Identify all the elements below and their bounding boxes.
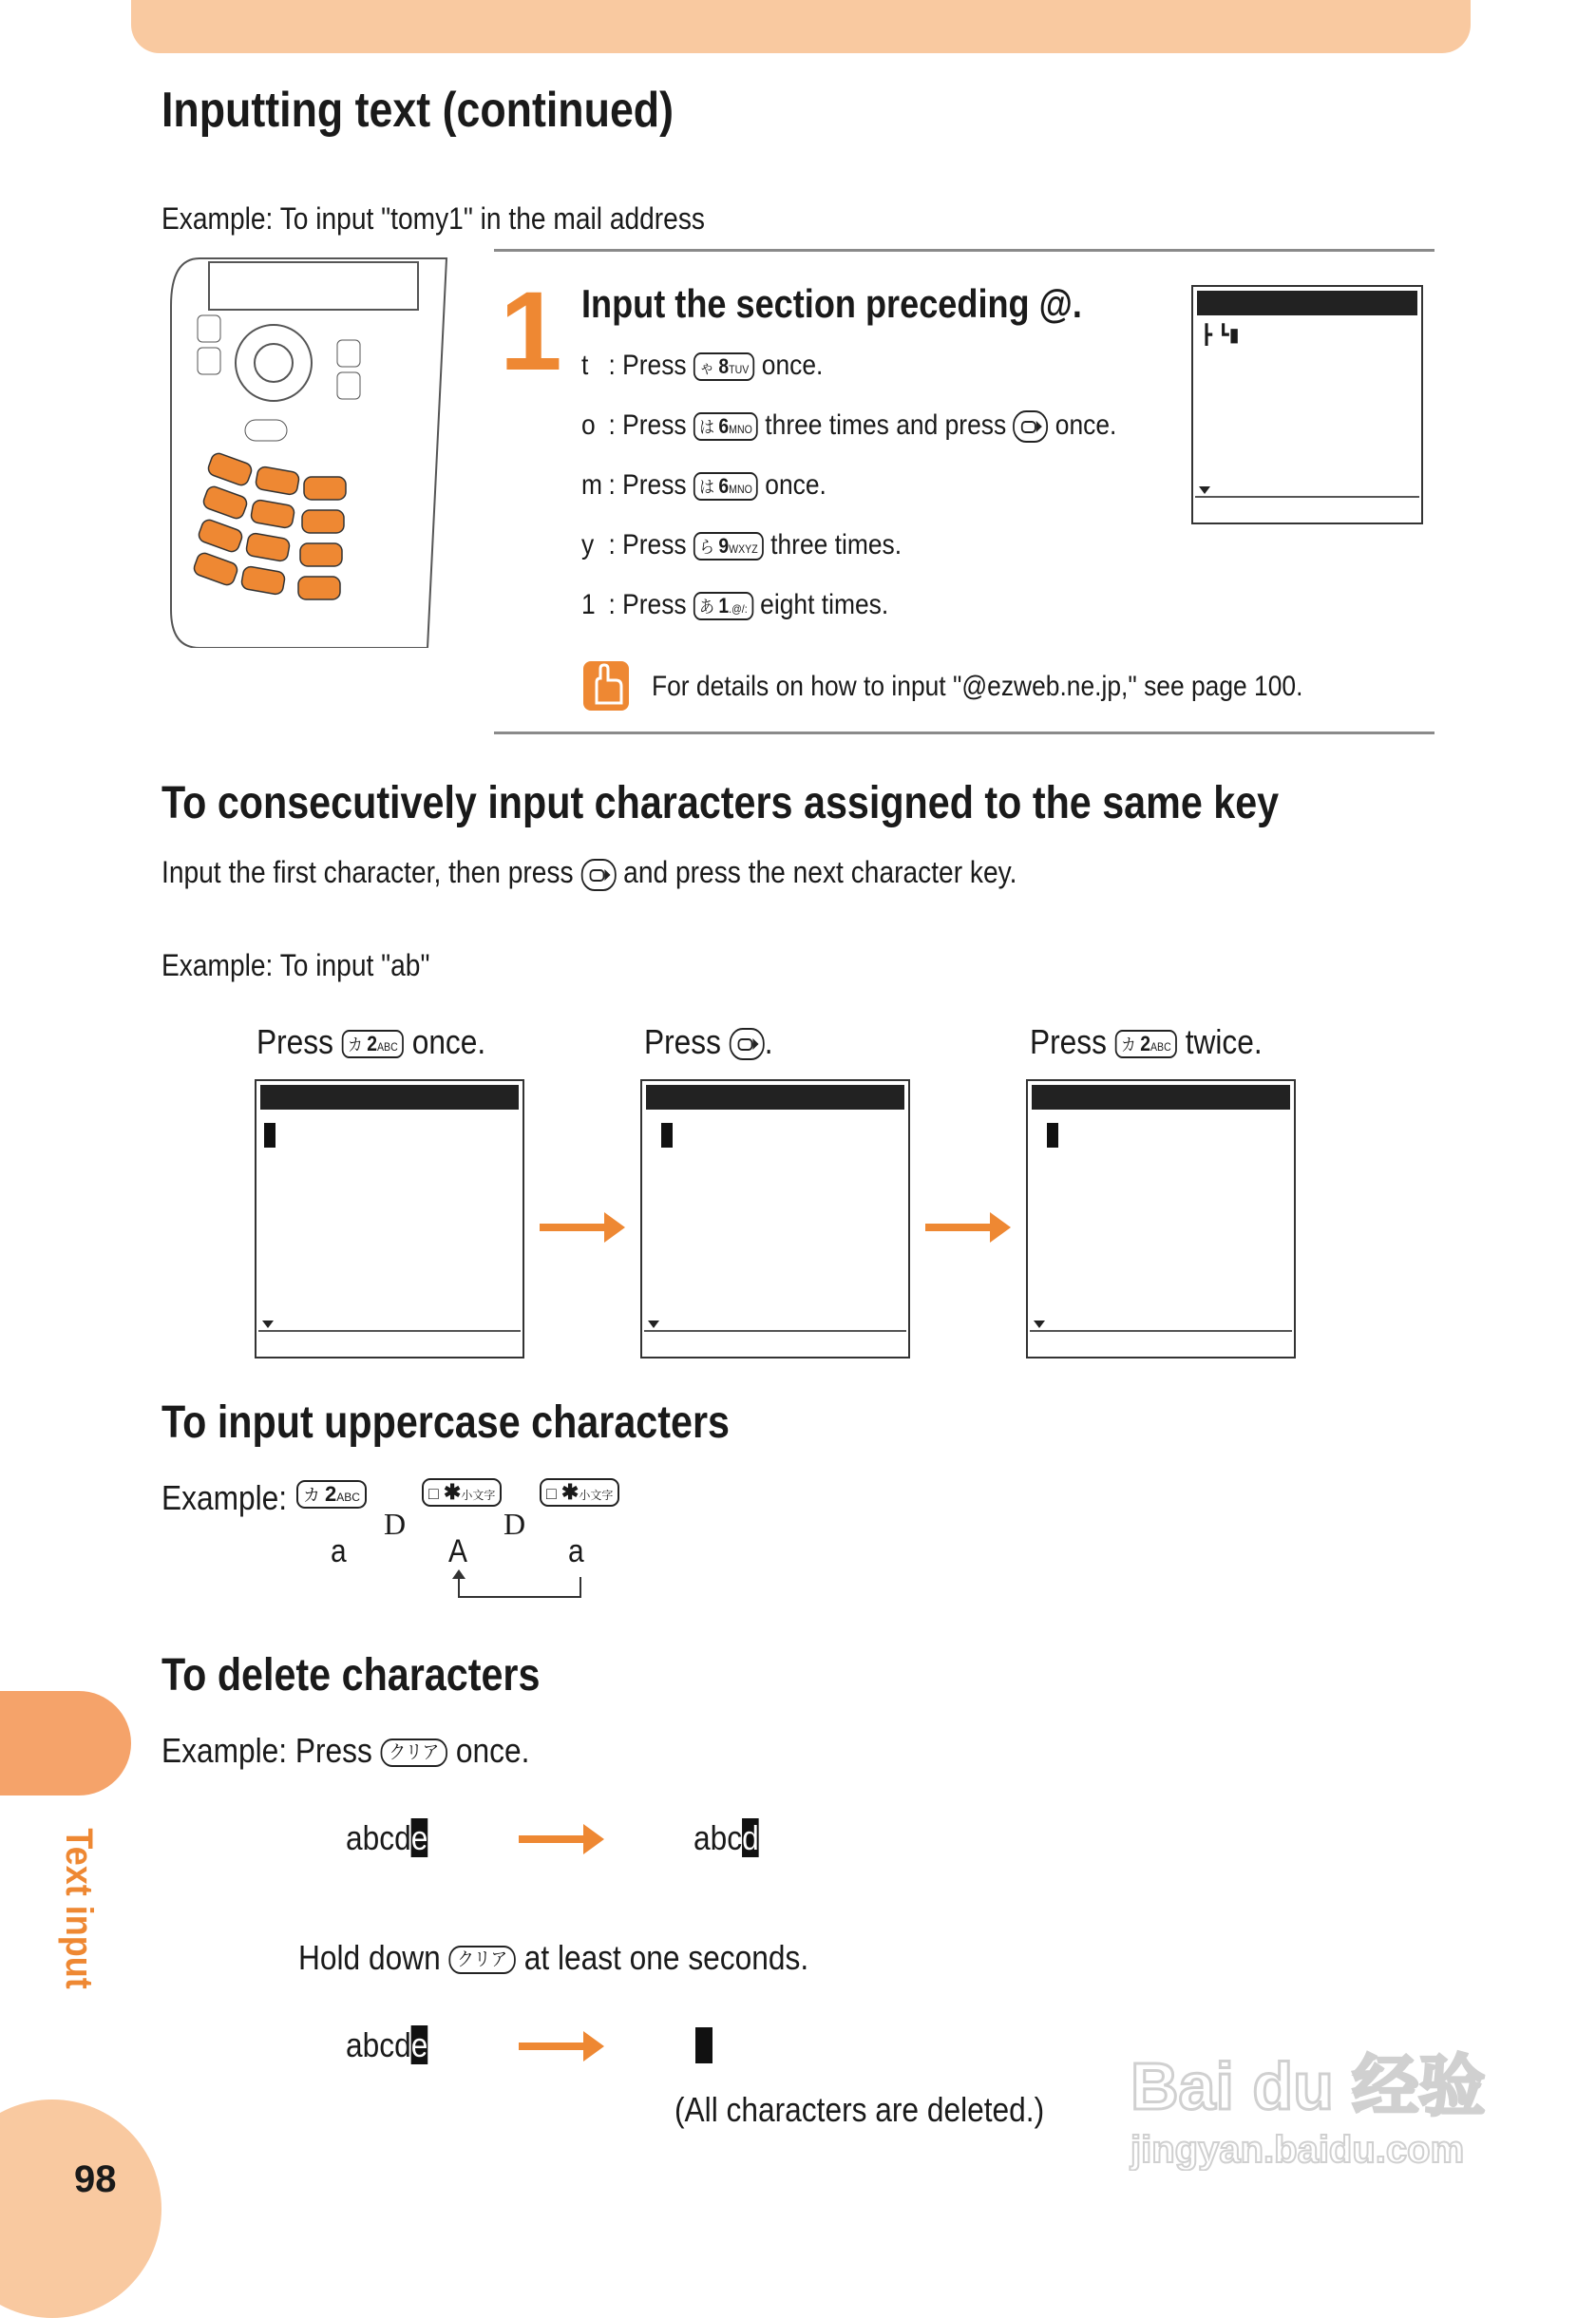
- instruction-row: [581, 589, 1116, 649]
- right-arrow-icon: [519, 2042, 587, 2050]
- scroll-down-icon: [1199, 486, 1210, 494]
- hold-down-instruction: Hold down クリア at least one seconds.: [298, 1938, 809, 1977]
- phone-screen-step-b: [640, 1079, 910, 1358]
- phone-screen-step-a: [255, 1079, 524, 1358]
- text-cursor: [264, 1123, 276, 1148]
- phone-screen-step-c: [1026, 1079, 1296, 1358]
- row-char: o: [581, 409, 596, 441]
- step-instructions: [581, 350, 1189, 649]
- row-post: once.: [765, 469, 826, 501]
- right-arrow-key-icon: [1014, 410, 1049, 443]
- key-9-button: ら 9WXYZ: [694, 532, 764, 560]
- chapter-side-label: Text input: [58, 1828, 100, 1989]
- key-2-button: カ 2ABC: [342, 1030, 404, 1058]
- baidu-watermark-logo: Bai du 经验 jingyan.baidu.com: [1130, 2049, 1486, 2171]
- screen-status-bar: [646, 1085, 904, 1110]
- desc-post: and press the next character key.: [623, 855, 1017, 889]
- char-a-lower-2: a: [568, 1533, 584, 1569]
- page-title: Inputting text (continued): [162, 83, 674, 138]
- key-asterisk-button: □ ✱小文字: [540, 1478, 619, 1507]
- step-c-label: Press カ 2ABC twice.: [1030, 1022, 1263, 1061]
- scroll-down-icon: [1034, 1320, 1045, 1328]
- key-6-button: は 6MNO: [694, 412, 758, 441]
- delete-row1-before: abcde: [346, 1818, 428, 1857]
- phone-illustration: [162, 249, 466, 648]
- row-pre: : Press: [608, 589, 687, 620]
- divider-top: [494, 249, 1434, 252]
- instruction-row: [581, 469, 1116, 529]
- key-6-button: は 6MNO: [694, 472, 758, 501]
- loop-bracket: [458, 1577, 581, 1598]
- sep-d-1: D: [384, 1507, 407, 1541]
- key-8-button: ゃ 8TUV: [694, 352, 754, 381]
- row-post2: once.: [1054, 409, 1117, 441]
- uppercase-example-label: Example:: [162, 1478, 288, 1517]
- section-heading-uppercase: To input uppercase characters: [162, 1397, 730, 1448]
- row-post: three times.: [770, 529, 902, 560]
- desc-pre: Input the first character, then press: [162, 855, 574, 889]
- empty-cursor: [695, 2027, 712, 2063]
- char-a-upper: A: [448, 1533, 467, 1569]
- clear-key-button: クリア: [449, 1946, 516, 1974]
- section-heading-same-key: To consecutively input characters assigned to the same key: [162, 778, 1280, 828]
- right-arrow-key-icon: [730, 1028, 765, 1060]
- row-post: eight times.: [760, 589, 889, 620]
- row-pre: : Press: [608, 409, 687, 441]
- row-char: 1: [581, 589, 596, 620]
- row-char: t: [581, 350, 589, 381]
- key-2-button: カ 2ABC: [1115, 1030, 1177, 1058]
- screen-status-bar: [260, 1085, 519, 1110]
- row-pre: : Press: [608, 529, 687, 560]
- scroll-down-icon: [262, 1320, 274, 1328]
- char-a-lower-1: a: [331, 1533, 347, 1569]
- delete-example: Example: Press クリア once.: [162, 1731, 530, 1770]
- right-arrow-icon: [540, 1224, 608, 1231]
- all-deleted-note: (All characters are deleted.): [674, 2090, 1045, 2129]
- screen-status-bar: [1032, 1085, 1290, 1110]
- section-heading-delete: To delete characters: [162, 1650, 541, 1700]
- page-number-circle: [0, 2100, 162, 2318]
- key-2-button: カ 2ABC: [296, 1480, 367, 1509]
- text-cursor: [1047, 1123, 1058, 1148]
- note-text: For details on how to input "@ezweb.ne.jp," see page 100.: [652, 671, 1303, 702]
- row-char: y: [581, 529, 595, 560]
- row-post: once.: [761, 350, 824, 381]
- screen-footer: [258, 1330, 521, 1357]
- chapter-tab: [0, 1691, 131, 1796]
- right-arrow-icon: [519, 1835, 587, 1843]
- screen-footer: [644, 1330, 906, 1357]
- sep-d-2: D: [504, 1507, 526, 1541]
- screen-status-bar: [1197, 291, 1417, 315]
- step-title: Input the section preceding @.: [581, 281, 1082, 326]
- same-key-description: [162, 855, 1016, 891]
- delete-row1-after: abcd: [694, 1818, 759, 1857]
- row-char: m: [581, 469, 602, 501]
- step-b-label: Press .: [644, 1022, 773, 1061]
- divider-bottom: [494, 732, 1434, 734]
- phone-screen-example1: [1191, 285, 1423, 524]
- hand-pointer-icon: [583, 661, 629, 711]
- instruction-row: [581, 350, 1116, 409]
- row-post: three times and press: [765, 409, 1007, 441]
- page-number: 98: [74, 2158, 117, 2200]
- step-number: 1: [500, 269, 562, 394]
- same-key-example-caption: Example: To input "ab": [162, 948, 430, 982]
- screen-text: ┣ ┗▮: [1201, 325, 1240, 346]
- instruction-row: [581, 529, 1116, 589]
- up-arrow-icon: [452, 1569, 466, 1579]
- key-1-button: あ 1.@/:: [694, 592, 753, 620]
- delete-row2-before: abcde: [346, 2025, 428, 2064]
- step-a-label: Press カ 2ABC once.: [256, 1022, 486, 1061]
- row-pre: : Press: [608, 469, 687, 501]
- scroll-down-icon: [648, 1320, 659, 1328]
- text-cursor: [661, 1123, 673, 1148]
- screen-footer: [1195, 496, 1419, 522]
- example1-caption: Example: To input "tomy1" in the mail address: [162, 201, 705, 236]
- clear-key-button: クリア: [381, 1738, 447, 1767]
- instruction-row: [581, 409, 1116, 469]
- right-arrow-icon: [925, 1224, 994, 1231]
- top-header-band: [131, 0, 1471, 53]
- screen-footer: [1030, 1330, 1292, 1357]
- right-arrow-key-icon: [580, 859, 616, 891]
- row-pre: : Press: [608, 350, 687, 381]
- key-asterisk-button: □ ✱小文字: [422, 1478, 502, 1507]
